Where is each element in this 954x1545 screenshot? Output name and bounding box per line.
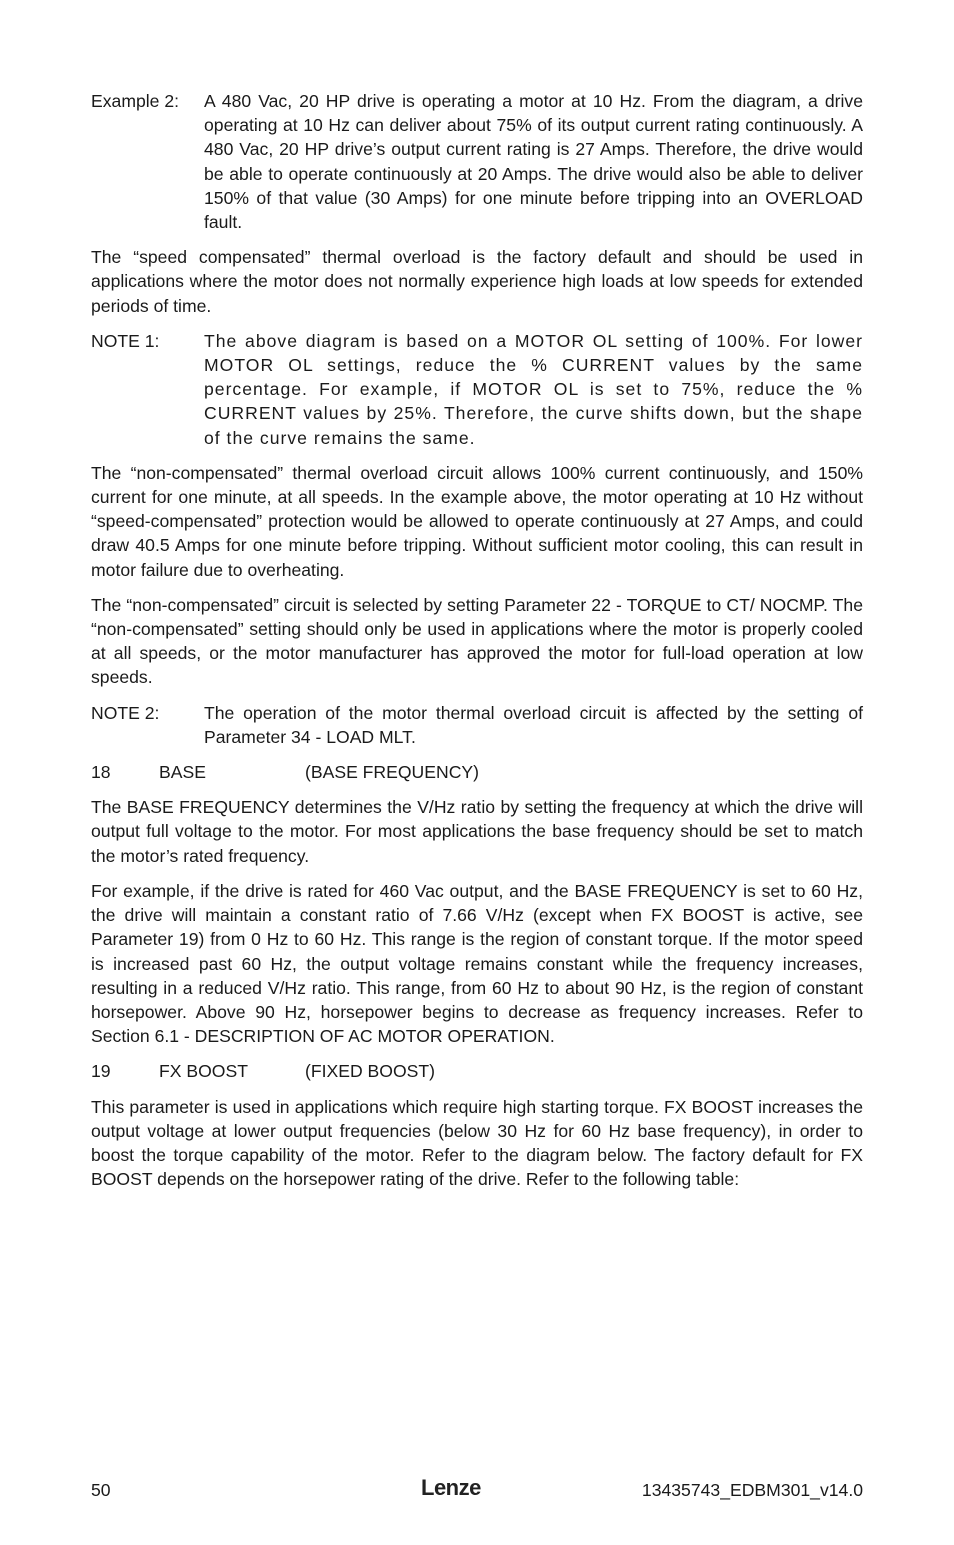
page-footer — [91, 1476, 863, 1504]
parameter-19-description: (FIXED BOOST) — [305, 1061, 436, 1082]
lenze-logo: Lenze — [421, 1475, 481, 1500]
note-1 — [91, 329, 863, 450]
parameter-18-name: BASE — [159, 762, 206, 783]
note-2-text: The operation of the motor thermal overload circuit is affected by the setting of Parameter 34 - LOAD MLT. — [204, 702, 863, 747]
paragraph-speed-compensated: The “speed compensated” thermal overload is the factory default and should be used in applications where the motor does not normally experience high loads at low speeds for extended periods of time. — [91, 247, 863, 316]
parameter-19-name: FX BOOST — [159, 1061, 248, 1082]
paragraph-non-compensated-1: The “non-compensated” thermal overload circuit allows 100% current continuously, and 150% current for one minute, at all speeds. In the example above, the motor operating at 10 Hz without “speed-compensated” protection would be allowed to operate continuously at 27 Amps, and could draw 40.5 Amps for one minute before tripping. Without sufficient motor cooling, this can result in motor failure due to overheating. — [91, 462, 863, 580]
example-2-label: Example 2: — [91, 91, 180, 111]
note-2-label: NOTE 2: — [91, 702, 160, 723]
example-2-text: A 480 Vac, 20 HP drive is operating a motor at 10 Hz. From the diagram, a drive operating at 10 Hz can deliver about 75% of its output current rating continuously. A 480 Vac, 20 HP drive’s output current rating is 27 Amps. Therefore, the drive would be able to operate continuously at 20 Amps. The drive would also be able to deliver 150% of that value (30 Amps) for one minute before tripping into an OVERLOAD fault. — [204, 91, 863, 233]
document-id: 13435743_EDBM301_v14.0 — [641, 1480, 863, 1500]
paragraph-non-compensated-2: The “non-compensated” circuit is selected by setting Parameter 22 - TORQUE to CT/ NOCMP. The “non-compensated” setting should only be used in applications where the motor is properly cooled at all speeds, or the motor manufacturer has approved the motor for full-load operation at low speeds. — [91, 594, 863, 688]
parameter-19-heading — [91, 1059, 863, 1083]
parameter-18-number: 18 — [91, 762, 111, 783]
parameter-19-number: 19 — [91, 1061, 111, 1082]
note-1-label: NOTE 1: — [91, 330, 160, 351]
paragraph-base-frequency-1: The BASE FREQUENCY determines the V/Hz ratio by setting the frequency at which the drive will output full voltage to the motor. For most applications the base frequency should be set to match the motor’s rated frequency. — [91, 797, 863, 866]
paragraph-base-frequency-2: For example, if the drive is rated for 460 Vac output, and the BASE FREQUENCY is set to 60 Hz, the drive will maintain a constant ratio of 7.66 V/Hz (except when FX BOOST is active, see Parameter 19) from 0 Hz to 60 Hz. This range is the region of constant torque. If the motor speed is increased past 60 Hz, the output voltage remains constant while the frequency increases, resulting in a reduced V/Hz ratio. This range, from 60 Hz to about 90 Hz, is the region of constant horsepower. Above 90 Hz, horsepower begins to decrease as frequency increases. Refer to Section 6.1 - DESCRIPTION OF AC MOTOR OPERATION. — [91, 880, 863, 1047]
note-2 — [91, 701, 863, 749]
parameter-18-description: (BASE FREQUENCY) — [305, 762, 480, 783]
page-number: 50 — [91, 1480, 111, 1500]
parameter-18-heading — [91, 760, 863, 784]
note-1-text: The above diagram is based on a MOTOR OL setting of 100%. For lower MOTOR OL settings, reduce the % CURRENT values by the same percentage. For example, if MOTOR OL is set to 75%, reduce the % CURRENT values by 25%. Therefore, the curve shifts down, but the shape of the curve remains the same. — [204, 330, 863, 448]
example-2 — [91, 89, 863, 234]
page-content — [91, 89, 863, 1202]
paragraph-fx-boost: This parameter is used in applications which require high starting torque. FX BOOST increases the output voltage at lower output frequencies (below 30 Hz for 60 Hz base frequency), in order to boost the torque capability of the motor. Refer to the diagram below. The factory default for FX BOOST depends on the horsepower rating of the drive. Refer to the following table: — [91, 1096, 863, 1190]
